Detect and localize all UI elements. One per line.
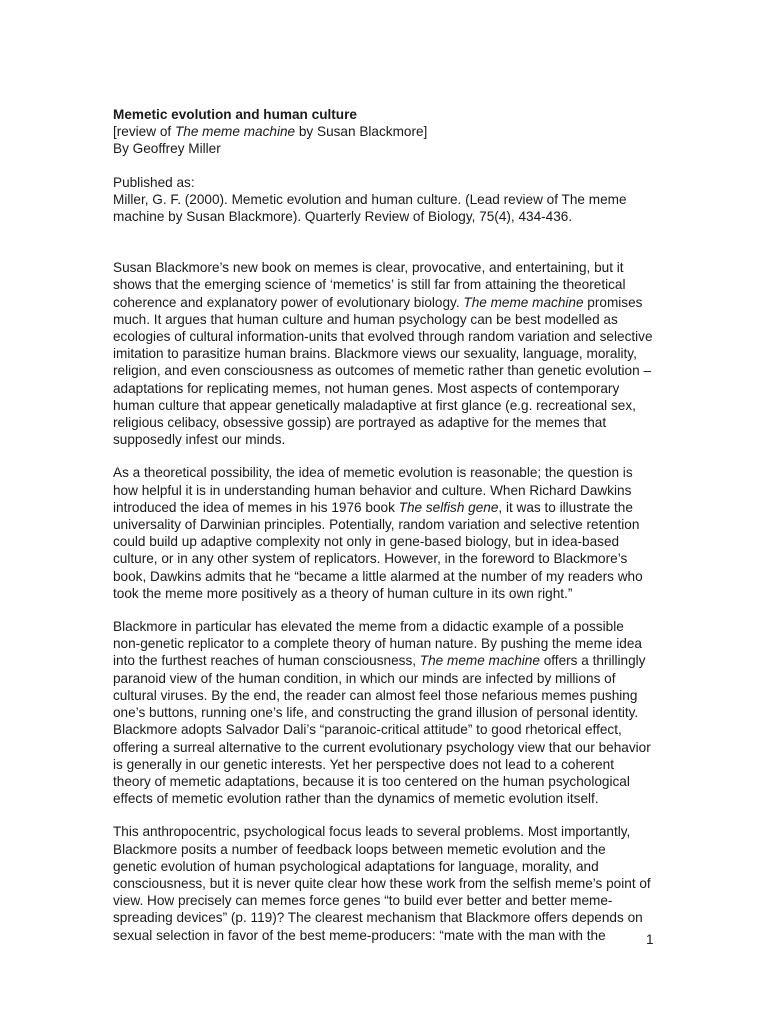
paragraph-1-text-a: Susan Blackmore’s new book on memes is clear, provocative, and entertaining, but it shows that the emerging science of ‘memetics’ is still far from attaining the theoretical coherence and explanatory power of evolutionary biology.: [113, 260, 626, 310]
document-title: Memetic evolution and human culture: [113, 107, 357, 122]
review-prefix: [review of: [113, 124, 175, 140]
document-body: [113, 106, 653, 960]
paragraph-2-emphasis: The selfish gene: [398, 499, 499, 515]
published-label: Published as:: [113, 174, 195, 190]
paragraph-1-text-b: promises much. It argues that human culture and human psychology can be best modelled as ecologies of cultural information-units that evolved through random variation and selective imitation to parasitize human brains. Blackmore views our sexuality, language, morality, religion, and even consciousness as outcomes of memetic rather than genetic evolution – adaptations for replicating memes, not human genes. Most aspects of contemporary human culture that appear genetically maladaptive at first glance (e.g. recreational sex, religious celibacy, obsessive gossip) are portrayed as adaptive for the memes that supposedly infest our minds.: [113, 294, 653, 448]
review-book-title: The meme machine: [174, 124, 296, 140]
paragraph-1-emphasis: The meme machine: [463, 294, 584, 310]
paragraph-4: This anthropocentric, psychological focus leads to several problems. Most importantly, Blackmore posits a number of feedback loops between memetic evolution and the genetic evolution of human psychological adaptations for language, morality, and consciousness, but it is never quite clear how these work from the selfish meme’s point of view. How precisely can memes force genes “to build ever better and better meme-spreading devices” (p. 119)? The clearest mechanism that Blackmore offers depends on sexual selection in favor of the best meme-producers: “mate with the man with the: [113, 824, 651, 943]
paragraph-3-text-a: Blackmore in particular has elevated the meme from a didactic example of a possible non-genetic replicator to a complete theory of human nature. By pushing the meme idea into the furthest reaches of human consciousness,: [113, 619, 642, 669]
paragraph-2: [113, 464, 653, 602]
citation: Miller, G. F. (2000). Memetic evolution and human culture. (Lead review of The meme machine by Susan Blackmore). Quarterly Review of Biology, 75(4), 434-436.: [113, 191, 627, 225]
review-line: [113, 123, 653, 140]
page-number: 1: [646, 932, 654, 947]
paragraph-3: [113, 618, 653, 807]
paragraph-1: [113, 259, 653, 448]
paragraph-3-emphasis: The meme machine: [419, 653, 540, 669]
review-suffix: by Susan Blackmore]: [295, 124, 428, 140]
byline: By Geoffrey Miller: [113, 141, 221, 157]
paragraph-3-text-b: offers a thrillingly paranoid view of the human condition, in which our minds are infected by millions of cultural viruses. By the end, the reader can almost feel those nefarious memes pushing one’s buttons, running one’s life, and constructing the grand illusion of personal identity. Blackmore adopts Salvador Dali’s “paranoic-critical attitude” to good rhetorical effect, offering a surreal alternative to the current evolutionary psychology view that our behavior is generally in our genetic interests. Yet her perspective does not lead to a coherent theory of memetic adaptations, because it is too centered on the human psychological effects of memetic evolution rather than the dynamics of memetic evolution itself.: [113, 653, 651, 807]
paragraph-2-text-a: As a theoretical possibility, the idea of memetic evolution is reasonable; the question is how helpful it is in understanding human behavior and culture. When Richard Dawkins introduced the idea of memes in his 1976 book: [113, 465, 633, 515]
paragraph-2-text-b: , it was to illustrate the universality of Darwinian principles. Potentially, random variation and selective retention could build up adaptive complexity not only in gene-based biology, but in idea-based culture, or in any other system of replicators. However, in the foreword to Blackmore’s book, Dawkins admits that he “became a little alarmed at the number of my readers who took the meme more positively as a theory of human culture in its own right.”: [113, 499, 643, 601]
